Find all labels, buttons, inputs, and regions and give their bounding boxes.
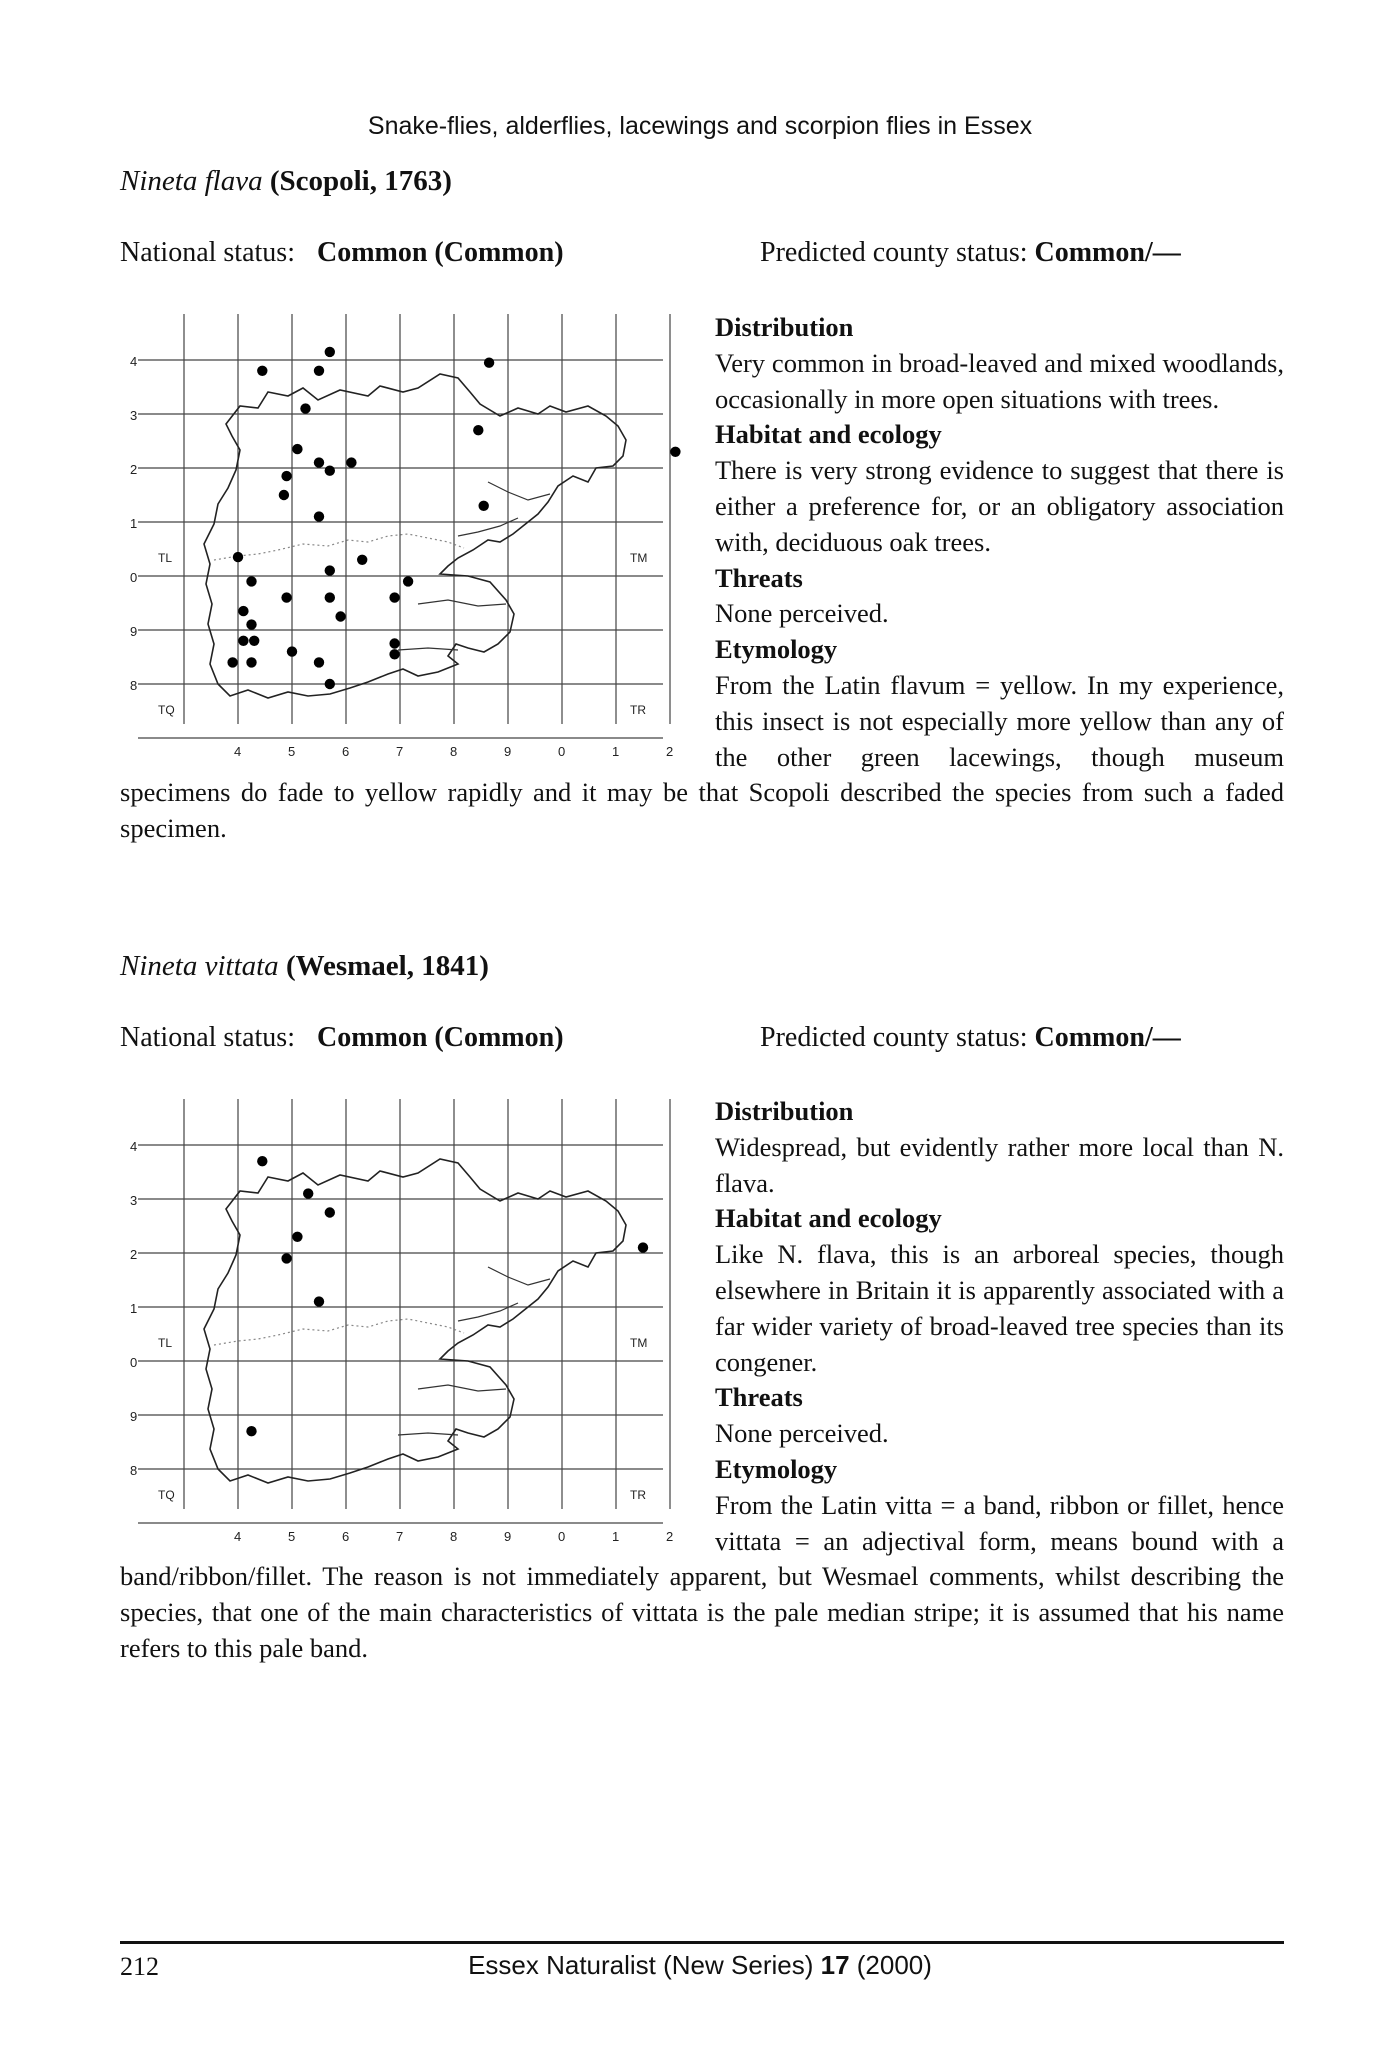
distribution-heading: Distribution: [715, 1096, 854, 1126]
journal-citation: [0, 1950, 1400, 1981]
habitat-text: There is very strong evidence to suggest that there is either a preference for, or an obligatory association with, deciduous oak trees.: [715, 455, 1284, 557]
easting-label: 7: [396, 1529, 404, 1544]
habitat-heading: Habitat and ecology: [715, 419, 942, 450]
northing-label: 0: [130, 1355, 138, 1370]
square-label-tq: TQ: [158, 703, 175, 717]
easting-label: 2: [666, 1529, 674, 1544]
northing-label: 4: [130, 1139, 138, 1154]
easting-label: 1: [612, 744, 620, 759]
national-status-value: Common (Common): [316, 237, 564, 268]
northing-label: 1: [130, 516, 138, 531]
easting-label: 7: [396, 744, 404, 759]
northing-label: 0: [130, 570, 138, 585]
national-status-label: National status:: [120, 237, 295, 268]
square-label-tl: TL: [158, 551, 173, 565]
species-authority: (Scopoli, 1763): [269, 165, 452, 197]
northing-label: 2: [130, 1247, 138, 1262]
page-number: 212: [120, 1952, 159, 1981]
running-head: Snake-flies, alderflies, lacewings and scorpion flies in Essex: [367, 112, 1033, 140]
species-title: [120, 165, 452, 198]
square-label-tm: TM: [630, 551, 648, 565]
square-label-tr: TR: [630, 703, 646, 717]
species-name: Nineta flava: [120, 165, 263, 197]
northing-label: 4: [130, 354, 138, 369]
species-title: [120, 950, 489, 983]
etymology-heading: Etymology: [715, 1453, 838, 1484]
easting-label: 4: [234, 1529, 242, 1544]
square-label-tr: TR: [630, 1488, 646, 1502]
square-label-tq: TQ: [158, 1488, 175, 1502]
threats-text: None perceived.: [715, 598, 889, 629]
threats-heading: Threats: [715, 1382, 803, 1413]
national-status-label: National status:: [120, 1022, 295, 1053]
northing-label: 8: [130, 1463, 138, 1478]
easting-label: 9: [504, 744, 512, 759]
easting-label: 1: [612, 1529, 620, 1544]
northing-label: 8: [130, 678, 138, 693]
square-label-tl: TL: [158, 1336, 173, 1350]
footer-rule: [120, 1941, 1284, 1944]
distribution-text: Widespread, but evidently rather more local than N. flava.: [715, 1131, 1284, 1198]
easting-label: 5: [288, 1529, 296, 1544]
easting-label: 9: [504, 1529, 512, 1544]
easting-label: 4: [234, 744, 242, 759]
northing-label: 3: [130, 408, 138, 423]
journal-year: (2000): [856, 1950, 932, 1980]
easting-label: 8: [450, 744, 458, 759]
easting-label: 0: [558, 1529, 566, 1544]
etymology-text: From the Latin flavum = yellow. In my experience, this insect is not especially more yellow than any of the other green lacewings, though museum specimens do fade to yellow rapidly and it may be that Scopoli described the species from such a faded specimen.: [120, 669, 1284, 844]
easting-label: 6: [342, 744, 350, 759]
northing-label: 9: [130, 1409, 138, 1424]
northing-label: 2: [130, 462, 138, 477]
etymology-heading: Etymology: [715, 634, 838, 665]
etymology-text: From the Latin vitta = a band, ribbon or fillet, hence vittata = an adjectival form, means bound with a band/ribbon/fillet. The reason is not immediately apparent, but Wesmael comments, whilst describing the species, that one of the main characteristics of vittata is the pale median stripe; it is assumed that his name refers to this pale band.: [120, 1489, 1284, 1663]
threats-text: None perceived.: [715, 1418, 889, 1449]
journal-name: Essex Naturalist (New Series): [468, 1950, 814, 1980]
county-status-label: Predicted county status:: [760, 237, 1028, 268]
habitat-text: Like N. flava, this is an arboreal species, though elsewhere in Britain it is apparently associated with a far wider variety of broad-leaved tree species than its congener.: [715, 1239, 1284, 1377]
northing-label: 1: [130, 1301, 138, 1316]
habitat-heading: Habitat and ecology: [715, 1203, 942, 1234]
journal-volume: 17: [820, 1950, 850, 1980]
easting-label: 6: [342, 1529, 350, 1544]
species-account: [120, 1094, 1284, 1667]
distribution-text: Very common in broad-leaved and mixed woodlands, occasionally in more open situations with trees.: [715, 347, 1284, 414]
species-account: [120, 310, 1284, 847]
northing-label: 3: [130, 1193, 138, 1208]
distribution-heading: Distribution: [715, 312, 854, 342]
threats-heading: Threats: [715, 562, 803, 593]
county-status-value: Common/—: [1034, 237, 1181, 268]
northing-label: 9: [130, 624, 138, 639]
national-status-value: Common (Common): [316, 1022, 564, 1053]
county-status-label: Predicted county status:: [760, 1022, 1028, 1053]
square-label-tm: TM: [630, 1336, 648, 1350]
easting-label: 0: [558, 744, 566, 759]
species-name: Nineta vittata: [120, 950, 279, 982]
species-authority: (Wesmael, 1841): [285, 950, 489, 982]
county-status-value: Common/—: [1034, 1022, 1181, 1053]
easting-label: 8: [450, 1529, 458, 1544]
easting-label: 2: [666, 744, 674, 759]
easting-label: 5: [288, 744, 296, 759]
